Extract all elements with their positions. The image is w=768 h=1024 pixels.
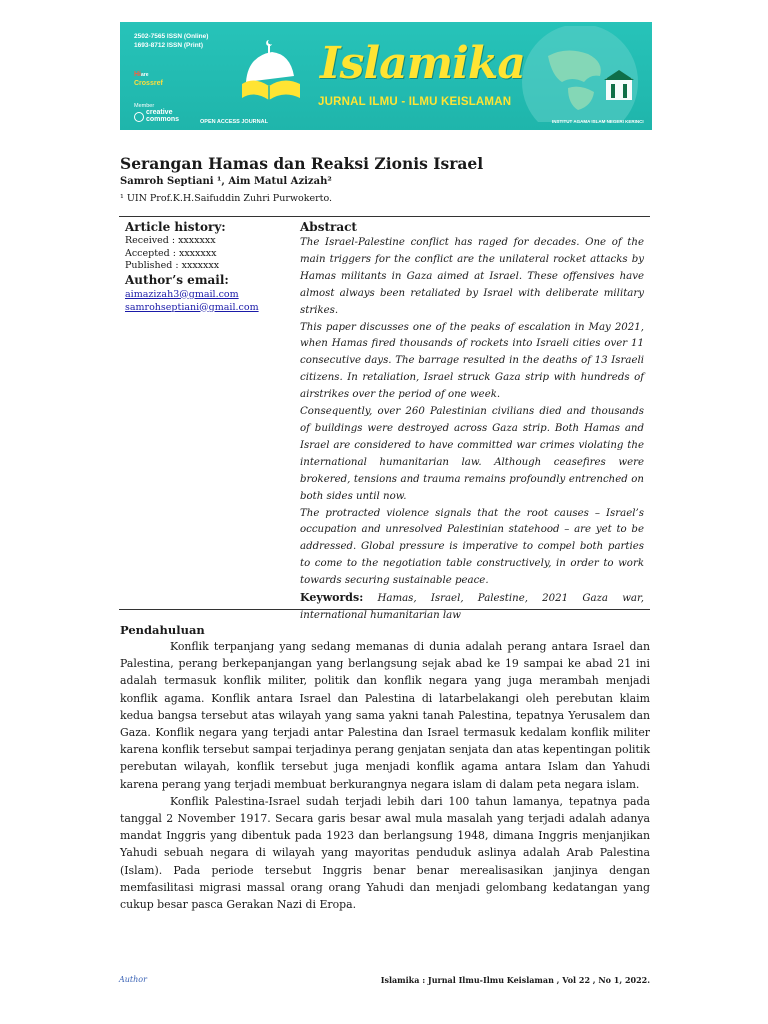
abstract-heading: Abstract [300, 220, 357, 234]
author-email-link[interactable]: samrohseptiani@gmail.com [125, 301, 259, 313]
author-email-link[interactable]: aimazizah3@gmail.com [125, 288, 239, 300]
abstract-paragraph: The Israel-Palestine conflict has raged for decades. One of the main triggers for the conflict are the unilateral rocket attacks by Hamas militants in Gaza aimed at Israel. These offensives have almost always been retaliated by Israel with deliberate military strikes. [300, 237, 644, 316]
cc-text-2: commons [146, 115, 180, 123]
mosque-book-logo-icon [228, 40, 324, 110]
author-affiliation: ¹ UIN Prof.K.H.Saifuddin Zuhri Purwokerto. [120, 193, 333, 204]
cc-icon [134, 112, 144, 122]
indexing-logos [134, 71, 163, 87]
article-title: Serangan Hamas dan Reaksi Zionis Israel [120, 154, 484, 173]
institution-full: INSTITUT AGAMA ISLAM NEGERI KERINCI [552, 119, 644, 124]
abstract-paragraph: Consequently, over 260 Palestinian civilians died and thousands of buildings were destroyed across Gaza strip. Both Hamas and Israel are considered to have committed war crimes violating the international humanitarian law. Although ceasefires were brokered, tensions and trauma remains profoundly entrenched on both sides until now. [300, 406, 644, 502]
abstract-column [300, 220, 644, 625]
index-logo-1b: are [141, 72, 149, 78]
index-logo-1: Hi [134, 71, 141, 78]
info-bottom-rule [119, 609, 650, 610]
article-body [120, 622, 650, 913]
issn-print: 1693-8712 ISSN (Print) [134, 41, 204, 49]
section-heading: Pendahuluan [120, 623, 205, 637]
keywords-list: Hamas, Israel, Palestine, 2021 Gaza war, international humanitarian law [300, 593, 644, 621]
article-authors: Samroh Septiani ¹, Aim Matul Azizah² [120, 176, 332, 187]
received-date: Received : xxxxxxx [125, 235, 216, 246]
abstract-paragraph: The protracted violence signals that the root causes – Israel’s occupation and unresolved Palestinian statehood – are yet to be addressed. Global pressure is imperative to compel both parties to come to the negotiation table constructively, in order to work towards securing sustainable peace. [300, 507, 644, 587]
cc-text-1: creative [146, 109, 173, 116]
journal-subtitle: JURNAL ILMU - ILMU KEISLAMAN [318, 96, 512, 108]
globe-icon [508, 26, 648, 122]
keywords [300, 590, 644, 625]
issn-online: 2502-7565 ISSN (Online) [134, 33, 209, 40]
body-paragraph: Konflik terpanjang yang sedang memanas di dunia adalah perang antara Israel dan Palestina, perang berkepanjangan yang berlangsung sejak abad ke 19 sampai ke abad 21 ini adalah termasuk konflik militer, politik dan konflik negara yang juga merambah menjadi konflik agama. Konflik antara Israel dan Palestina di latarbelakangi oleh perebutan klaim kedua bangsa tersebut atas wilayah yang sama yakni tanah Palestina, tepatnya Yerusalem dan Gaza. Konflik negara yang terjadi antar Palestina dan Israel termasuk kedalam konflik militer karena konflik tersebut sampai terjadinya perang genjatan senjata dan atas kepentingan politik perebutan wilayah, konflik tersebut juga menjadi konflik agama antara Islam dan Yahudi karena perang yang terjadi membuat berkurangnya negara islam di dalam peta negara islam. [120, 640, 650, 791]
creative-commons-logo [134, 110, 179, 123]
abstract-paragraph: This paper discusses one of the peaks of escalation in May 2021, when Hamas fired thousands of rockets into Israeli cities over 11 consecutive days. The barrage resulted in the deaths of 13 Israeli citizens. In retaliation, Israel struck Gaza strip with hundreds of airstrikes over the period of one week. [300, 321, 644, 401]
email-heading: Author’s email: [125, 272, 229, 287]
published-date: Published : xxxxxxx [125, 260, 220, 271]
article-meta-column [125, 220, 295, 314]
history-heading: Article history: [125, 220, 226, 234]
footer-citation: Islamika : Jurnal Ilmu-Ilmu Keislaman , Vol 22 , No 1, 2022. [380, 975, 650, 985]
body-paragraph: Konflik Palestina-Israel sudah terjadi lebih dari 100 tahun lamanya, tepatnya pada tanggal 2 November 1917. Secara garis besar awal mula masalah yang terjadi adalah adanya mandat Inggris yang dibentuk pada 1923 dan berlangsung 1948, dimana Inggris menjanjikan Yahudi sebuah negara di wilayah yang mayoritas penduduk aslinya adalah Arab Palestina (Islam). Pada periode tersebut Inggris benar benar merealisasikan janjinya dengan memfasilitasi migrasi massal orang orang Yahudi dan menjadi gelombang kedatangan yang cukup besar pasca Gerakan Nazi di Eropa. [120, 794, 650, 912]
journal-name: Islamika [320, 38, 525, 89]
member-label: Member [134, 103, 155, 109]
issn-block [134, 33, 208, 50]
footer-author: Author [119, 975, 147, 984]
accepted-date: Accepted : xxxxxxx [125, 247, 217, 259]
open-access-label: OPEN ACCESS JOURNAL [200, 119, 268, 125]
institution-name [552, 119, 644, 124]
crossref-logo: Crossref [134, 79, 163, 87]
keywords-label: Keywords: [300, 591, 364, 605]
journal-banner [120, 22, 652, 130]
info-top-rule [119, 216, 650, 217]
